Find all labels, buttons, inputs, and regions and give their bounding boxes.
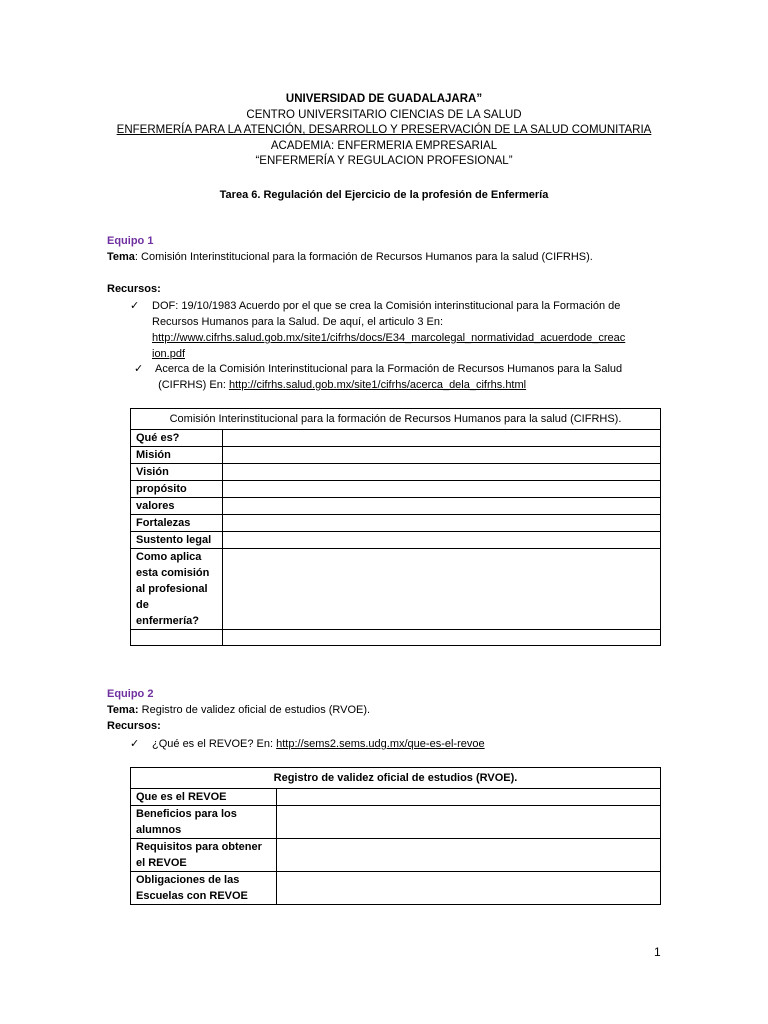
team2-tema-text: Registro de validez oficial de estudios (RVOE). [138, 704, 371, 716]
team1-tema-label: Tema [107, 251, 135, 263]
team1-row-label-long: Como aplica esta comisión al profesional de enfermería? [131, 549, 223, 630]
document-header [0, 92, 768, 170]
team1-resource-1 [130, 298, 675, 362]
team1-tema [107, 251, 593, 263]
team2-resource-1-link[interactable]: http://sems2.sems.udg.mx/que-es-el-revoe [276, 738, 485, 750]
team2-row-cell[interactable] [277, 839, 661, 872]
course-name: “ENFERMERÍA Y REGULACION PROFESIONAL” [255, 155, 513, 167]
team1-resource-1-link[interactable]: http://www.cifrhs.salud.gob.mx/site1/cifrhs/docs/E34_marcolegal_normatividad_acuerdode_creac [152, 332, 626, 344]
team1-row-label: valores [131, 498, 223, 515]
team1-resource-2-line1: Acerca de la Comisión Interinstitucional para la Formación de Recursos Humanos para la Salud [155, 363, 623, 375]
team2-table-header: Registro de validez oficial de estudios (RVOE). [131, 768, 661, 789]
team2-row-cell[interactable] [277, 789, 661, 806]
center-name: CENTRO UNIVERSITARIO CIENCIAS DE LA SALUD [246, 108, 522, 121]
team1-row-cell[interactable] [223, 549, 661, 630]
team1-empty-cell[interactable] [131, 630, 223, 646]
team2-table [130, 767, 661, 905]
team1-resource-1-line2: Recursos Humanos para la Salud. De aquí, el articulo 3 En: [152, 316, 444, 328]
checkmark-icon: ✓ [130, 300, 140, 312]
team1-resource-1-link-cont[interactable]: ion.pdf [152, 348, 186, 360]
team1-row-label: Sustento legal [131, 532, 223, 549]
team2-title: Equipo 2 [107, 688, 154, 700]
team1-empty-cell[interactable] [223, 630, 661, 646]
team2-row-cell[interactable] [277, 872, 661, 905]
page-number: 1 [654, 945, 661, 959]
team1-resource-2 [130, 361, 675, 393]
team1-tema-text: : Comisión Interinstitucional para la formación de Recursos Humanos para la salud (CIFRHS). [134, 251, 593, 263]
team2-row-label: Obligaciones de las Escuelas con REVOE [131, 872, 277, 905]
team2-recursos-label: Recursos: [107, 720, 161, 732]
checkmark-icon: ✓ [130, 738, 140, 750]
team2-resource-1 [130, 736, 675, 752]
team1-row-cell[interactable] [223, 430, 661, 447]
team1-row-label: Qué es? [131, 430, 223, 447]
team1-recursos-label: Recursos: [107, 283, 161, 295]
program-name: ENFERMERÍA PARA LA ATENCIÓN, DESARROLLO Y PRESERVACIÓN DE LA SALUD COMUNITARIA [116, 124, 652, 136]
team2-row-cell[interactable] [277, 806, 661, 839]
team1-table-header: Comisión Interinstitucional para la formación de Recursos Humanos para la salud (CIFRHS). [131, 409, 661, 430]
team1-row-cell[interactable] [223, 532, 661, 549]
team2-tema [107, 704, 370, 716]
team1-resource-1-line1: DOF: 19/10/1983 Acuerdo por el que se crea la Comisión interinstitucional para la Formación de [152, 300, 621, 312]
team1-resource-2-prefix: (CIFRHS) En: [158, 379, 229, 391]
team2-row-label: Beneficios para los alumnos [131, 806, 277, 839]
team1-table [130, 408, 661, 646]
team1-resource-2-link[interactable]: http://cifrhs.salud.gob.mx/site1/cifrhs/acerca_dela_cifrhs.html [228, 379, 527, 391]
task-title: Tarea 6. Regulación del Ejercicio de la profesión de Enfermería [219, 189, 549, 201]
team1-row-label: Fortalezas [131, 515, 223, 532]
team1-title: Equipo 1 [107, 235, 154, 247]
team1-row-label: propósito [131, 481, 223, 498]
academy-name: ACADEMIA: ENFERMERIA EMPRESARIAL [270, 139, 498, 152]
team2-resource-1-prefix: ¿Qué es el REVOE? En: [152, 738, 277, 750]
team1-row-cell[interactable] [223, 464, 661, 481]
team1-row-cell[interactable] [223, 515, 661, 532]
team2-row-label: Que es el REVOE [131, 789, 277, 806]
team2-row-label: Requisitos para obtener el REVOE [131, 839, 277, 872]
team1-row-label: Misión [131, 447, 223, 464]
team1-row-cell[interactable] [223, 498, 661, 515]
team1-row-cell[interactable] [223, 447, 661, 464]
team1-row-label: Visión [131, 464, 223, 481]
team2-tema-label: Tema: [107, 704, 139, 716]
university-name: UNIVERSIDAD DE GUADALAJARA” [285, 93, 483, 105]
team1-row-cell[interactable] [223, 481, 661, 498]
checkmark-icon: ✓ [134, 363, 144, 375]
